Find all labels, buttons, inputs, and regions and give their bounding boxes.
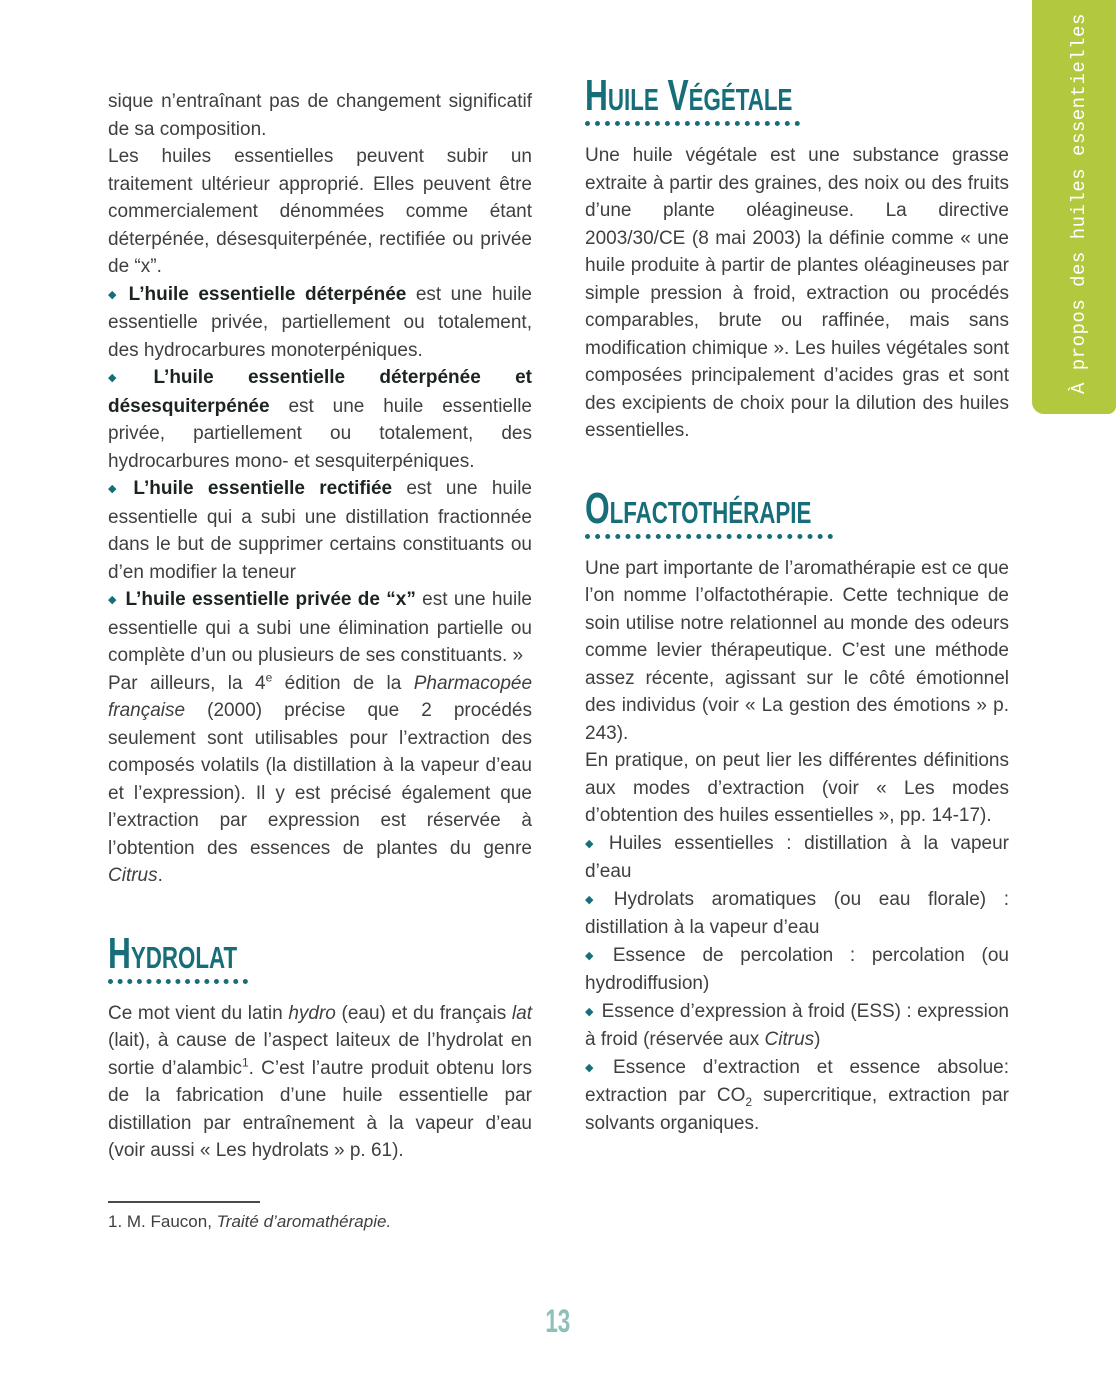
list-item-text: Essence d’extraction et essence absolue: extraction par $CO_2$ supercritique, extraction par solvants organiques.: [585, 1056, 1009, 1134]
definition-privee-x: [108, 586, 532, 670]
left-column: [108, 88, 532, 1233]
definition-deterpenee-text: L’huile essentielle déterpénée est une huile essentielle privée, partiellement ou totalement, des hydrocarbures monoterpéniques.: [108, 283, 532, 361]
definition-rectifiee-text: L’huile essentielle rectifiée est une huile essentielle qui a subi une distillation fractionnée dans le but de supprimer certains constituants ou d’en modifier la teneur: [108, 478, 532, 583]
bullet-diamond-icon: ◆: [585, 837, 601, 850]
paragraph-pharmacopee: Par ailleurs, la 4e édition de la Pharmacopée française (2000) précise que 2 procédés seulement sont utilisables pour l’extraction des composés volatils (la distillation à la vapeur d’eau et l’expression). Il y est précisé également que l’extraction par expression est réservée à l’obtention des essences de plantes du genre Citrus.: [108, 670, 533, 886]
heading-dots-decoration: [585, 121, 800, 126]
definition-deterpenee-desesquiterpenee-text: L’huile essentielle déterpénée et désesquiterpénée est une huile essentielle privée, partiellement ou totalement, des hydrocarbures mono- et sesquiterpéniques.: [108, 367, 532, 472]
page-footer: [0, 1303, 1116, 1340]
bullet-diamond-icon: ◆: [585, 1005, 594, 1018]
bullet-diamond-icon: ◆: [585, 893, 606, 906]
paragraph-olfactotherapie-2: En pratique, on peut lier les différentes définitions aux modes d’extraction (voir « Les modes d’obtention des huiles essentielles », pp. 14-17).: [585, 750, 1009, 826]
list-item-text: Huiles essentielles : distillation à la vapeur d’eau: [585, 832, 1009, 882]
definition-privee-x-text: L’huile essentielle privée de “x” est une huile essentielle qui a subi une élimination partielle ou complète d’un ou plusieurs de ses constituants. »: [108, 589, 532, 666]
paragraph-hydrolat: Ce mot vient du latin hydro (eau) et du français lat (lait), à cause de l’aspect laiteux de l’hydrolat en sortie d’alambic$^1$. C’est l’autre produit obtenu lors de la fabrication d’une huile essentielle par distillation par entraînement à la vapeur d’eau (voir aussi « Les hydrolats » p. 61).: [108, 1002, 532, 1161]
bullet-diamond-icon: ◆: [585, 949, 605, 962]
list-item-hydrolats-aromatiques: [585, 886, 1009, 942]
list-item-text: Essence d’expression à froid (ESS) : expression à froid (réservée aux Citrus): [585, 1000, 1009, 1050]
definition-rectifiee: [108, 475, 532, 586]
paragraph-continuation-2: Les huiles essentielles peuvent subir un traitement ultérieur approprié. Elles peuvent être commercialement dénommées comme étant déterpénée, désesquiterpénée, rectifiée ou privée de “x”.: [108, 146, 532, 277]
list-item-essence-expression: [585, 998, 1009, 1054]
section-heading-huile-vegetale-text: Huile Végétale: [585, 71, 793, 120]
footnote-rule: [108, 1201, 260, 1203]
section-heading-hydrolat-text: Hydrolat: [108, 928, 238, 978]
list-item-text: Hydrolats aromatiques (ou eau florale) : distillation à la vapeur d’eau: [585, 888, 1009, 938]
definition-deterpenee: [108, 281, 532, 365]
list-item-essence-percolation: [585, 942, 1009, 998]
paragraph-huile-vegetale: Une huile végétale est une substance grasse extraite à partir des graines, des noix ou des fruits d’une plante oléagineuse. La directive 2003/30/CE (8 mai 2003) la définie comme « une huile produite à partir de plantes oléagineuses par simple pression à froid, extraction ou procédés comparables, brute ou raffinée, mais sans modification chimique ». Les huiles végétales sont composées principalement d’acides gras et sont des excipients de choix pour la dilution des huiles essentielles.: [585, 145, 1009, 441]
section-heading-huile-vegetale: [585, 71, 800, 126]
bullet-diamond-icon: ◆: [108, 483, 126, 495]
bullet-diamond-icon: ◆: [108, 372, 146, 384]
heading-dots-decoration: [108, 979, 248, 984]
page-number: 13: [545, 1303, 571, 1339]
section-heading-hydrolat: [108, 928, 248, 984]
list-item-essence-extraction: [585, 1054, 1009, 1138]
bullet-diamond-icon: ◆: [585, 1061, 606, 1074]
bullet-diamond-icon: ◆: [108, 288, 121, 301]
section-heading-olfactotherapie: [585, 483, 833, 539]
bullet-diamond-icon: ◆: [108, 594, 118, 606]
list-item-huiles-essentielles: [585, 830, 1009, 886]
section-heading-olfactotherapie-text: Olfactothérapie: [585, 483, 812, 533]
paragraph-olfactotherapie-1: Une part importante de l’aromathérapie est ce que l’on nomme l’olfactothérapie. Cette technique de soin utilise notre relationnel au monde des odeurs comme levier thérapeutique. C’est une méthode assez récente, agissant sur le côté émotionnel des individus (voir « La gestion des émotions » p. 243).: [585, 557, 1009, 744]
heading-dots-decoration: [585, 534, 833, 539]
footnote-text: 1. M. Faucon, Traité d’aromathérapie.: [108, 1211, 392, 1231]
list-item-text: Essence de percolation : percolation (ou hydrodiffusion): [585, 944, 1009, 994]
definition-deterpenee-desesquiterpenee: [108, 364, 532, 475]
chapter-sidebar-label: À propos des huiles essentielles: [1068, 13, 1090, 394]
paragraph-continuation-1: sique n’entraînant pas de changement significatif de sa composition.: [108, 91, 532, 140]
right-column: [585, 71, 1009, 1137]
